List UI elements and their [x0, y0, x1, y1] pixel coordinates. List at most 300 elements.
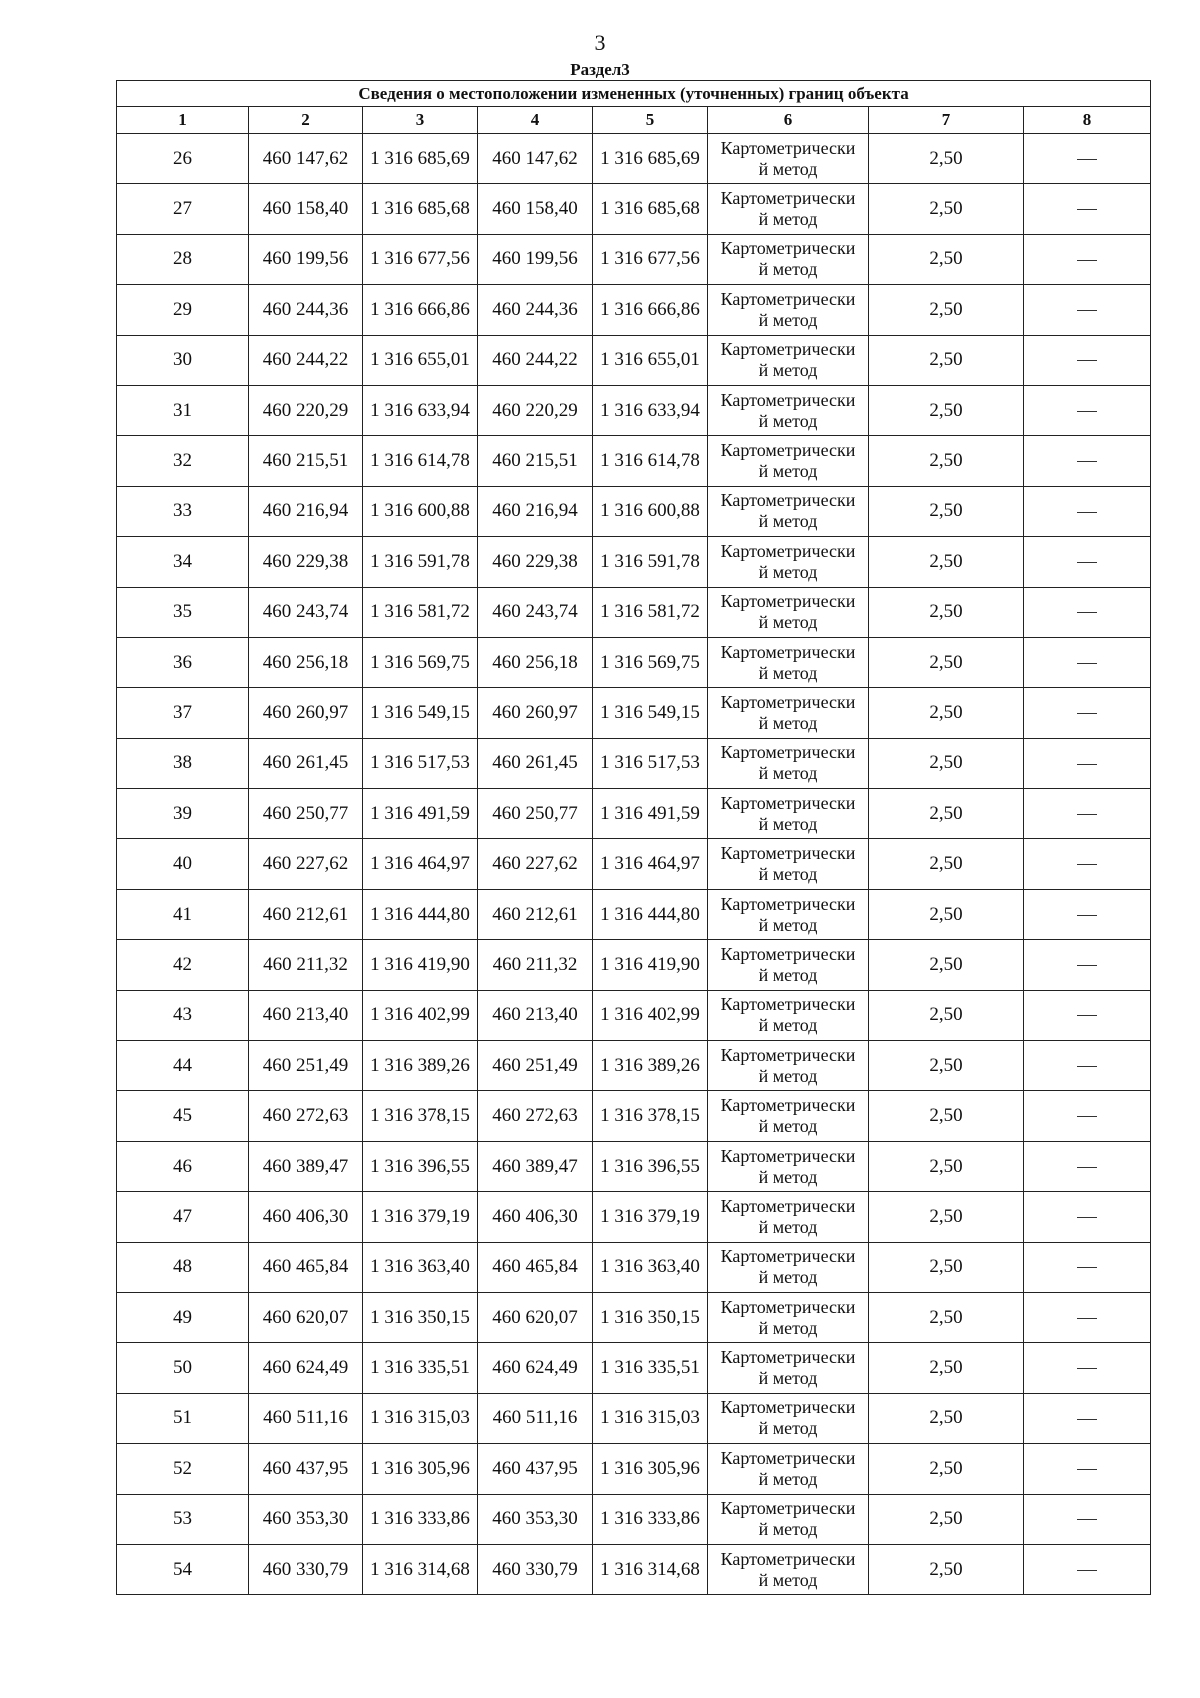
method-text: й метод	[758, 1216, 818, 1237]
dash-mark	[1077, 864, 1097, 865]
point-number-cell: 33	[117, 486, 249, 536]
dash-mark	[1077, 915, 1097, 916]
y-new-cell: 1 316 581,72	[593, 587, 708, 637]
table-row	[117, 940, 1151, 990]
method-cell	[708, 1242, 869, 1292]
point-number-cell: 36	[117, 637, 249, 687]
accuracy-cell: 2,50	[869, 1393, 1024, 1443]
point-number-cell: 27	[117, 184, 249, 234]
accuracy-cell: 2,50	[869, 1292, 1024, 1342]
point-number-cell: 31	[117, 385, 249, 435]
method-cell	[708, 1494, 869, 1544]
method-cell	[708, 1292, 869, 1342]
x-new-cell: 460 244,22	[478, 335, 593, 385]
dash-mark	[1077, 1519, 1097, 1520]
description-cell	[1024, 688, 1151, 738]
y-old-cell: 1 316 378,15	[363, 1091, 478, 1141]
table-row	[117, 1494, 1151, 1544]
y-old-cell: 1 316 363,40	[363, 1242, 478, 1292]
x-new-cell: 460 330,79	[478, 1544, 593, 1594]
accuracy-cell: 2,50	[869, 990, 1024, 1040]
y-new-cell: 1 316 517,53	[593, 738, 708, 788]
y-old-cell: 1 316 491,59	[363, 789, 478, 839]
accuracy-cell: 2,50	[869, 1091, 1024, 1141]
table-row	[117, 889, 1151, 939]
description-cell	[1024, 1494, 1151, 1544]
table-row	[117, 990, 1151, 1040]
point-number-cell: 37	[117, 688, 249, 738]
accuracy-cell: 2,50	[869, 537, 1024, 587]
method-text: й метод	[758, 1065, 818, 1086]
method-cell	[708, 537, 869, 587]
method-cell	[708, 1393, 869, 1443]
method-text: й метод	[758, 1519, 818, 1540]
method-text: Картометрически	[720, 339, 856, 360]
table-row	[117, 285, 1151, 335]
x-new-cell: 460 250,77	[478, 789, 593, 839]
y-old-cell: 1 316 419,90	[363, 940, 478, 990]
dash-mark	[1077, 612, 1097, 613]
x-new-cell: 460 215,51	[478, 436, 593, 486]
method-text: Картометрически	[720, 1095, 856, 1116]
x-old-cell: 460 437,95	[249, 1444, 363, 1494]
point-number-cell: 34	[117, 537, 249, 587]
y-old-cell: 1 316 677,56	[363, 234, 478, 284]
method-cell	[708, 234, 869, 284]
x-old-cell: 460 251,49	[249, 1041, 363, 1091]
method-text: Картометрически	[720, 994, 856, 1015]
x-new-cell: 460 437,95	[478, 1444, 593, 1494]
description-cell	[1024, 1192, 1151, 1242]
description-cell	[1024, 134, 1151, 184]
table-row	[117, 385, 1151, 435]
table-row	[117, 486, 1151, 536]
method-text: Картометрически	[720, 792, 856, 813]
accuracy-cell: 2,50	[869, 385, 1024, 435]
description-cell	[1024, 1343, 1151, 1393]
method-cell	[708, 990, 869, 1040]
x-old-cell: 460 220,29	[249, 385, 363, 435]
dash-mark	[1077, 1217, 1097, 1218]
y-new-cell: 1 316 633,94	[593, 385, 708, 435]
table-row	[117, 184, 1151, 234]
method-cell	[708, 1091, 869, 1141]
method-text: й метод	[758, 1116, 818, 1137]
x-old-cell: 460 229,38	[249, 537, 363, 587]
description-cell	[1024, 537, 1151, 587]
dash-mark	[1077, 159, 1097, 160]
accuracy-cell: 2,50	[869, 184, 1024, 234]
description-cell	[1024, 990, 1151, 1040]
method-text: й метод	[758, 712, 818, 733]
method-text: Картометрически	[720, 1347, 856, 1368]
y-new-cell: 1 316 314,68	[593, 1544, 708, 1594]
method-text: Картометрически	[720, 1296, 856, 1317]
y-old-cell: 1 316 464,97	[363, 839, 478, 889]
description-cell	[1024, 436, 1151, 486]
dash-mark	[1077, 764, 1097, 765]
y-new-cell: 1 316 600,88	[593, 486, 708, 536]
point-number-cell: 53	[117, 1494, 249, 1544]
method-text: Картометрически	[720, 1246, 856, 1267]
point-number-cell: 45	[117, 1091, 249, 1141]
table-row	[117, 1393, 1151, 1443]
method-text: й метод	[758, 309, 818, 330]
table-row	[117, 1544, 1151, 1594]
method-text: й метод	[758, 1468, 818, 1489]
table-row	[117, 1242, 1151, 1292]
y-new-cell: 1 316 396,55	[593, 1141, 708, 1191]
y-new-cell: 1 316 549,15	[593, 688, 708, 738]
method-cell	[708, 1544, 869, 1594]
y-new-cell: 1 316 655,01	[593, 335, 708, 385]
accuracy-cell: 2,50	[869, 1494, 1024, 1544]
table-row	[117, 1041, 1151, 1091]
x-old-cell: 460 243,74	[249, 587, 363, 637]
y-new-cell: 1 316 379,19	[593, 1192, 708, 1242]
dash-mark	[1077, 1419, 1097, 1420]
method-cell	[708, 486, 869, 536]
y-new-cell: 1 316 315,03	[593, 1393, 708, 1443]
y-old-cell: 1 316 685,68	[363, 184, 478, 234]
accuracy-cell: 2,50	[869, 1444, 1024, 1494]
dash-mark	[1077, 965, 1097, 966]
accuracy-cell: 2,50	[869, 1343, 1024, 1393]
accuracy-cell: 2,50	[869, 234, 1024, 284]
y-new-cell: 1 316 419,90	[593, 940, 708, 990]
section-title: Раздел3	[570, 60, 630, 79]
y-new-cell: 1 316 389,26	[593, 1041, 708, 1091]
x-old-cell: 460 406,30	[249, 1192, 363, 1242]
accuracy-cell: 2,50	[869, 839, 1024, 889]
table-body	[117, 134, 1151, 1595]
method-cell	[708, 134, 869, 184]
method-text: й метод	[758, 964, 818, 985]
method-text: Картометрически	[720, 288, 856, 309]
table-row	[117, 1444, 1151, 1494]
method-text: й метод	[758, 864, 818, 885]
method-cell	[708, 184, 869, 234]
accuracy-cell: 2,50	[869, 1141, 1024, 1191]
method-text: й метод	[758, 259, 818, 280]
table-row	[117, 637, 1151, 687]
method-text: й метод	[758, 1569, 818, 1590]
x-new-cell: 460 389,47	[478, 1141, 593, 1191]
dash-mark	[1077, 814, 1097, 815]
x-old-cell: 460 211,32	[249, 940, 363, 990]
table-row	[117, 1192, 1151, 1242]
accuracy-cell: 2,50	[869, 285, 1024, 335]
x-old-cell: 460 199,56	[249, 234, 363, 284]
point-number-cell: 40	[117, 839, 249, 889]
y-new-cell: 1 316 333,86	[593, 1494, 708, 1544]
x-new-cell: 460 243,74	[478, 587, 593, 637]
y-old-cell: 1 316 600,88	[363, 486, 478, 536]
method-text: Картометрически	[720, 742, 856, 763]
x-old-cell: 460 250,77	[249, 789, 363, 839]
method-text: й метод	[758, 1166, 818, 1187]
method-cell	[708, 587, 869, 637]
y-new-cell: 1 316 591,78	[593, 537, 708, 587]
point-number-cell: 32	[117, 436, 249, 486]
accuracy-cell: 2,50	[869, 1544, 1024, 1594]
y-old-cell: 1 316 591,78	[363, 537, 478, 587]
method-text: Картометрически	[720, 893, 856, 914]
table-row	[117, 134, 1151, 184]
accuracy-cell: 2,50	[869, 587, 1024, 637]
table-row	[117, 839, 1151, 889]
dash-mark	[1077, 461, 1097, 462]
method-text: Картометрически	[720, 1447, 856, 1468]
x-old-cell: 460 465,84	[249, 1242, 363, 1292]
x-new-cell: 460 199,56	[478, 234, 593, 284]
y-new-cell: 1 316 614,78	[593, 436, 708, 486]
accuracy-cell: 2,50	[869, 789, 1024, 839]
x-old-cell: 460 272,63	[249, 1091, 363, 1141]
y-new-cell: 1 316 464,97	[593, 839, 708, 889]
y-new-cell: 1 316 350,15	[593, 1292, 708, 1342]
y-old-cell: 1 316 666,86	[363, 285, 478, 335]
point-number-cell: 28	[117, 234, 249, 284]
y-new-cell: 1 316 335,51	[593, 1343, 708, 1393]
method-text: Картометрически	[720, 238, 856, 259]
y-old-cell: 1 316 402,99	[363, 990, 478, 1040]
method-text: Картометрически	[720, 1145, 856, 1166]
y-old-cell: 1 316 335,51	[363, 1343, 478, 1393]
method-text: Картометрически	[720, 188, 856, 209]
description-cell	[1024, 1242, 1151, 1292]
y-old-cell: 1 316 655,01	[363, 335, 478, 385]
point-number-cell: 50	[117, 1343, 249, 1393]
description-cell	[1024, 1091, 1151, 1141]
method-cell	[708, 789, 869, 839]
method-text: й метод	[758, 158, 818, 179]
y-new-cell: 1 316 305,96	[593, 1444, 708, 1494]
x-new-cell: 460 353,30	[478, 1494, 593, 1544]
method-text: й метод	[758, 662, 818, 683]
point-number-cell: 44	[117, 1041, 249, 1091]
method-text: Картометрически	[720, 641, 856, 662]
column-number: 5	[593, 107, 708, 134]
description-cell	[1024, 486, 1151, 536]
x-old-cell: 460 620,07	[249, 1292, 363, 1342]
method-text: й метод	[758, 209, 818, 230]
table-row	[117, 587, 1151, 637]
method-text: й метод	[758, 1015, 818, 1036]
point-number-cell: 41	[117, 889, 249, 939]
x-new-cell: 460 624,49	[478, 1343, 593, 1393]
x-old-cell: 460 624,49	[249, 1343, 363, 1393]
method-cell	[708, 1192, 869, 1242]
x-new-cell: 460 227,62	[478, 839, 593, 889]
point-number-cell: 29	[117, 285, 249, 335]
point-number-cell: 35	[117, 587, 249, 637]
description-cell	[1024, 385, 1151, 435]
y-old-cell: 1 316 633,94	[363, 385, 478, 435]
y-old-cell: 1 316 444,80	[363, 889, 478, 939]
point-number-cell: 47	[117, 1192, 249, 1242]
description-cell	[1024, 789, 1151, 839]
table-row	[117, 1343, 1151, 1393]
dash-mark	[1077, 1167, 1097, 1168]
dash-mark	[1077, 1570, 1097, 1571]
description-cell	[1024, 1544, 1151, 1594]
x-old-cell: 460 353,30	[249, 1494, 363, 1544]
x-new-cell: 460 229,38	[478, 537, 593, 587]
y-old-cell: 1 316 569,75	[363, 637, 478, 687]
method-cell	[708, 436, 869, 486]
description-cell	[1024, 1292, 1151, 1342]
table-row	[117, 1292, 1151, 1342]
x-new-cell: 460 465,84	[478, 1242, 593, 1292]
method-text: й метод	[758, 612, 818, 633]
point-number-cell: 54	[117, 1544, 249, 1594]
x-old-cell: 460 227,62	[249, 839, 363, 889]
y-old-cell: 1 316 315,03	[363, 1393, 478, 1443]
description-cell	[1024, 889, 1151, 939]
x-old-cell: 460 389,47	[249, 1141, 363, 1191]
table-row	[117, 688, 1151, 738]
dash-mark	[1077, 512, 1097, 513]
method-cell	[708, 385, 869, 435]
description-cell	[1024, 184, 1151, 234]
method-cell	[708, 1041, 869, 1091]
description-cell	[1024, 738, 1151, 788]
x-new-cell: 460 147,62	[478, 134, 593, 184]
dash-mark	[1077, 310, 1097, 311]
method-text: Картометрически	[720, 1195, 856, 1216]
y-old-cell: 1 316 314,68	[363, 1544, 478, 1594]
dash-mark	[1077, 1015, 1097, 1016]
x-old-cell: 460 261,45	[249, 738, 363, 788]
method-text: й метод	[758, 1418, 818, 1439]
accuracy-cell: 2,50	[869, 738, 1024, 788]
method-cell	[708, 688, 869, 738]
accuracy-cell: 2,50	[869, 688, 1024, 738]
x-old-cell: 460 244,36	[249, 285, 363, 335]
x-new-cell: 460 620,07	[478, 1292, 593, 1342]
x-new-cell: 460 220,29	[478, 385, 593, 435]
y-old-cell: 1 316 350,15	[363, 1292, 478, 1342]
description-cell	[1024, 940, 1151, 990]
x-old-cell: 460 511,16	[249, 1393, 363, 1443]
dash-mark	[1077, 1066, 1097, 1067]
description-cell	[1024, 335, 1151, 385]
method-text: Картометрически	[720, 591, 856, 612]
y-old-cell: 1 316 333,86	[363, 1494, 478, 1544]
method-text: Картометрически	[720, 1498, 856, 1519]
x-new-cell: 460 260,97	[478, 688, 593, 738]
point-number-cell: 48	[117, 1242, 249, 1292]
method-cell	[708, 285, 869, 335]
y-new-cell: 1 316 363,40	[593, 1242, 708, 1292]
dash-mark	[1077, 1469, 1097, 1470]
accuracy-cell: 2,50	[869, 1192, 1024, 1242]
accuracy-cell: 2,50	[869, 889, 1024, 939]
x-new-cell: 460 261,45	[478, 738, 593, 788]
description-cell	[1024, 637, 1151, 687]
y-new-cell: 1 316 491,59	[593, 789, 708, 839]
method-text: Картометрически	[720, 691, 856, 712]
accuracy-cell: 2,50	[869, 637, 1024, 687]
y-new-cell: 1 316 569,75	[593, 637, 708, 687]
table-row	[117, 789, 1151, 839]
dash-mark	[1077, 663, 1097, 664]
point-number-cell: 43	[117, 990, 249, 1040]
dash-mark	[1077, 713, 1097, 714]
x-old-cell: 460 212,61	[249, 889, 363, 939]
accuracy-cell: 2,50	[869, 335, 1024, 385]
x-new-cell: 460 256,18	[478, 637, 593, 687]
y-old-cell: 1 316 614,78	[363, 436, 478, 486]
x-old-cell: 460 147,62	[249, 134, 363, 184]
description-cell	[1024, 839, 1151, 889]
x-old-cell: 460 158,40	[249, 184, 363, 234]
x-old-cell: 460 216,94	[249, 486, 363, 536]
table-row	[117, 335, 1151, 385]
method-text: Картометрически	[720, 389, 856, 410]
y-old-cell: 1 316 389,26	[363, 1041, 478, 1091]
table-row	[117, 234, 1151, 284]
dash-mark	[1077, 1368, 1097, 1369]
method-text: й метод	[758, 511, 818, 532]
y-old-cell: 1 316 685,69	[363, 134, 478, 184]
dash-mark	[1077, 260, 1097, 261]
x-new-cell: 460 251,49	[478, 1041, 593, 1091]
accuracy-cell: 2,50	[869, 1041, 1024, 1091]
description-cell	[1024, 1041, 1151, 1091]
table-row	[117, 738, 1151, 788]
table-row	[117, 537, 1151, 587]
description-cell	[1024, 1444, 1151, 1494]
description-cell	[1024, 234, 1151, 284]
x-old-cell: 460 330,79	[249, 1544, 363, 1594]
x-old-cell: 460 213,40	[249, 990, 363, 1040]
y-new-cell: 1 316 677,56	[593, 234, 708, 284]
y-new-cell: 1 316 685,69	[593, 134, 708, 184]
description-cell	[1024, 285, 1151, 335]
method-text: й метод	[758, 1317, 818, 1338]
method-cell	[708, 1343, 869, 1393]
x-new-cell: 460 406,30	[478, 1192, 593, 1242]
page-number: 3	[594, 30, 606, 55]
table-row	[117, 1141, 1151, 1191]
column-number: 2	[249, 107, 363, 134]
y-old-cell: 1 316 305,96	[363, 1444, 478, 1494]
method-cell	[708, 889, 869, 939]
column-number: 4	[478, 107, 593, 134]
y-new-cell: 1 316 685,68	[593, 184, 708, 234]
y-old-cell: 1 316 396,55	[363, 1141, 478, 1191]
method-text: Картометрически	[720, 1397, 856, 1418]
method-text: Картометрически	[720, 1548, 856, 1569]
dash-mark	[1077, 1116, 1097, 1117]
x-new-cell: 460 511,16	[478, 1393, 593, 1443]
method-text: Картометрически	[720, 440, 856, 461]
dash-mark	[1077, 1318, 1097, 1319]
method-cell	[708, 940, 869, 990]
accuracy-cell: 2,50	[869, 134, 1024, 184]
method-cell	[708, 1141, 869, 1191]
accuracy-cell: 2,50	[869, 436, 1024, 486]
point-number-cell: 42	[117, 940, 249, 990]
y-old-cell: 1 316 581,72	[363, 587, 478, 637]
method-cell	[708, 335, 869, 385]
method-text: й метод	[758, 461, 818, 482]
x-old-cell: 460 256,18	[249, 637, 363, 687]
method-text: Картометрически	[720, 540, 856, 561]
y-old-cell: 1 316 517,53	[363, 738, 478, 788]
